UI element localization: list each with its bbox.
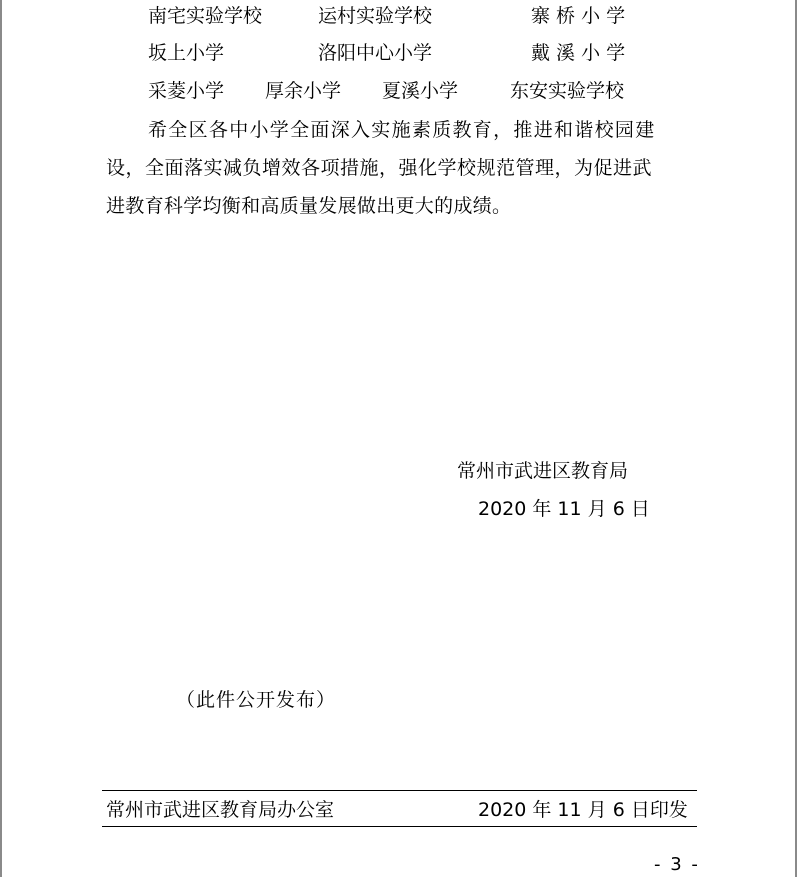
school-name: 厚余小学 [265,80,342,102]
page-left-edge [0,0,2,877]
school-name: 坂上小学 [148,42,225,64]
body-line-3: 进教育科学均衡和高质量发展做出更大的成绩。 [106,195,512,217]
footer-office: 常州市武进区教育局办公室 [106,799,335,821]
issue-date: 2020 年 11 月 6 日 [478,498,650,520]
footer-bottom-rule [102,826,697,827]
public-release-note: （此件公开发布） [176,689,337,711]
issuer-name: 常州市武进区教育局 [457,460,629,482]
footer-print-date: 2020 年 11 月 6 日印发 [478,799,688,821]
school-name: 南宅实验学校 [148,5,263,27]
footer-top-rule [102,790,697,791]
school-name: 东安实验学校 [510,80,625,102]
body-line-2: 设，全面落实减负增效各项措施，强化学校规范管理，为促进武 [106,157,653,179]
school-name: 采菱小学 [148,80,225,102]
school-name: 夏溪小学 [382,80,459,102]
school-name: 运村实验学校 [318,5,433,27]
body-line-1: 希全区各中小学全面深入实施素质教育，推进和谐校园建 [148,119,656,141]
page-number: - 3 - [654,854,700,875]
school-name: 寨 桥 小 学 [531,5,626,27]
school-name: 洛阳中心小学 [318,42,433,64]
school-name: 戴 溪 小 学 [531,42,626,64]
